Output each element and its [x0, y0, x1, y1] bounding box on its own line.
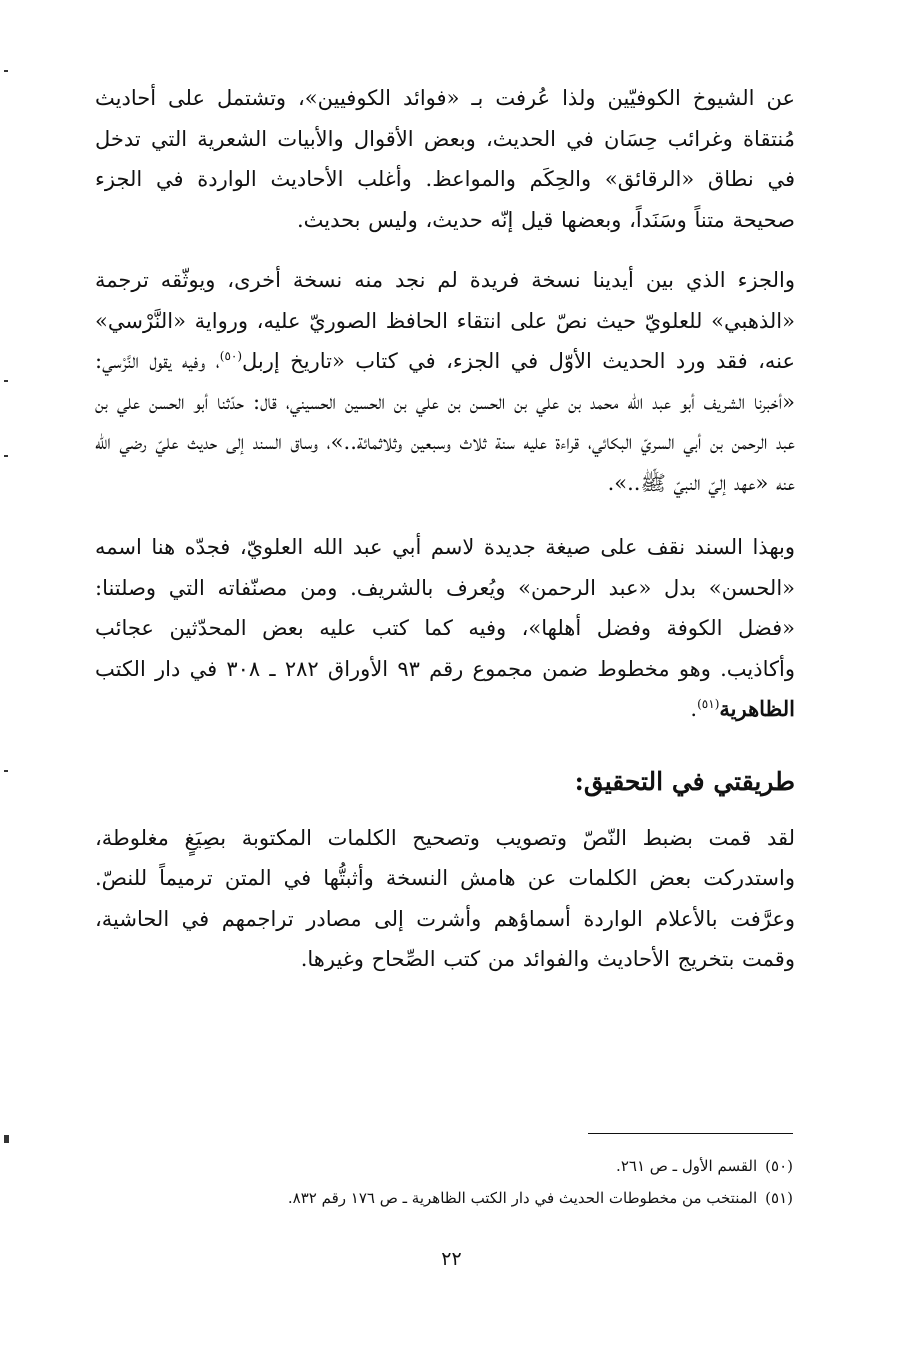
paragraph-manuscript-text-a: والجزء الذي بين أيدينا نسخة فريدة لم نجد منه نسخة أخرى، ويوثّقه ترجمة «الذهبي» للعلويّ حيث نصّ على انتقاء الحافظ الصوريّ عليه، ورواية «النَّرْسي» عنه، فقد ورد الحديث الأوّل في الجزء، في كتاب «تاريخ إربل [95, 268, 795, 373]
footnotes [103, 1150, 793, 1214]
scan-mark [4, 770, 8, 772]
footnote-number: (٥٠) [765, 1157, 793, 1175]
footnote-text: القسم الأول ـ ص ٢٦١. [616, 1157, 758, 1175]
paragraph-method: لقد قمت بضبط النّصّ وتصويب وتصحيح الكلمات المكتوبة بصِيَغٍ مغلوطة، واستدركت بعض الكلمات عن هامش النسخة وأثبتُّها في المتن ترميماً للنصّ. وعرَّفت بالأعلام الواردة أسماؤهم وأشرت إلى مصادر تراجمهم في الحاشية، وقمت بتخريج الأحاديث والفوائد من كتب الصِّحاح وغيرها. [95, 825, 795, 971]
footnote-number: (٥١) [765, 1189, 793, 1207]
paragraph-name-variant-end: . [690, 697, 698, 721]
scan-mark [4, 70, 8, 72]
scan-mark [4, 380, 8, 382]
footnote-50 [103, 1150, 793, 1182]
page-number: ٢٢ [441, 1248, 462, 1270]
footnote-ref-51: (٥١) [697, 697, 720, 711]
paragraph-name-variant-text: وبهذا السند نقف على صيغة جديدة لاسم أبي عبد الله العلويّ، فجدّه هنا اسمه «الحسن» بدل «عبد الرحمن» ويُعرف بالشريف. ومن مصنّفاته التي وصلتنا: «فضل الكوفة وفضل أهلها»، وفيه كما كتب عليه بعض المحدّثين عجائب وأكاذيب. وهو مخطوط ضمن مجموع رقم ٩٣ الأوراق ٢٨٢ ـ ٣٠٨ في دار الكتب [95, 535, 795, 681]
footnote-divider [588, 1133, 793, 1134]
library-name: الظاهرية [719, 696, 795, 721]
paragraph-manuscript [95, 260, 795, 503]
footnote-text: المنتخب من مخطوطات الحديث في دار الكتب الظاهرية ـ ص ١٧٦ رقم ٨٣٢. [287, 1189, 758, 1207]
scan-mark [4, 1135, 9, 1143]
scan-mark [4, 455, 8, 457]
paragraph-manuscript-text-b: ، وفيه يقول النَّرْسي: «أخبرنا الشريف أبو عبد الله محمد بن علي بن الحسن بن علي بن الحسين الحسيني، قال: حدّثنا أبو الحسن علي بن عبد الرحمن بن أبي السريّ البكائي، قراءة عليه سنة ثلاث وسبعين وثلاثمائة..»، وساق السند إلى حديث عليّ رضي الله عنه «عهد إليّ النبيّ ﷺ..». [95, 349, 795, 495]
footnote-51 [103, 1182, 793, 1214]
document-body [95, 60, 795, 980]
paragraph-name-variant [95, 527, 795, 730]
footnote-ref-50: (٥٠) [219, 349, 243, 363]
paragraph-intro: عن الشيوخ الكوفيّين ولذا عُرفت بـ «فوائد الكوفيين»، وتشتمل على أحاديث مُنتقاة وغرائب حِسَان في الحديث، وبعض الأقوال والأبيات الشعرية التي تدخل في نطاق «الرقائق» والحِكَم والمواعظ. وأغلب الأحاديث الواردة في الجزء صحيحة متناً وسَنَداً، وبعضها قيل إنّه حديث، وليس بحديث. [95, 86, 795, 232]
section-heading: طريقتي في التحقيق: [574, 766, 795, 796]
